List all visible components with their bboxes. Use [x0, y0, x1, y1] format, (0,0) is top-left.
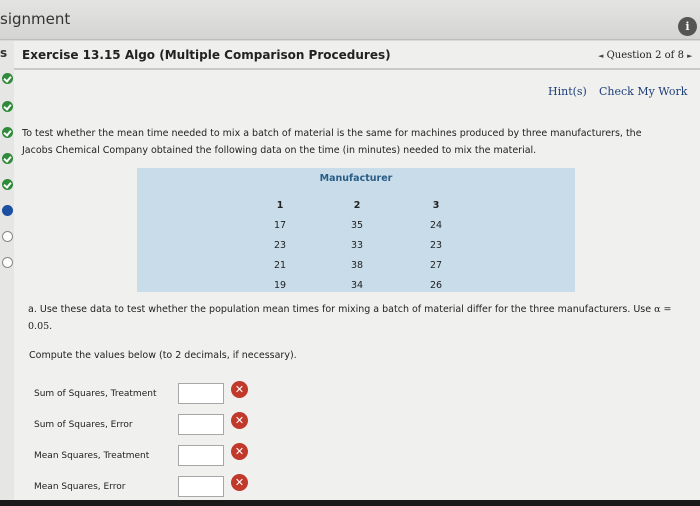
ss-treatment-input[interactable] — [178, 383, 224, 404]
ms-error-input[interactable] — [178, 476, 224, 497]
ms-treatment-input[interactable] — [178, 445, 224, 466]
table-cell: 35 — [350, 220, 364, 231]
check-my-work-link[interactable]: Check My Work — [599, 85, 688, 98]
table-column — [265, 199, 295, 299]
answer-label: Sum of Squares, Error — [34, 420, 133, 430]
alpha-value: α = 0.05 — [28, 304, 672, 332]
part-a-text: a. Use these data to test whether the population mean times for mixing a batch of material differ for the three manufacturers. Use — [28, 304, 655, 315]
table-cell: 38 — [350, 260, 364, 271]
question-status-done-icon[interactable] — [2, 127, 13, 138]
hints-link[interactable]: Hint(s) — [548, 85, 587, 98]
column-header: 3 — [432, 200, 440, 211]
next-question-icon[interactable]: ► — [687, 52, 693, 60]
compute-instructions: Compute the values below (to 2 decimals, if necessary). — [29, 350, 297, 361]
table-cell: 33 — [350, 240, 364, 251]
exercise-header — [14, 41, 700, 70]
question-status-done-icon[interactable] — [2, 73, 13, 84]
answer-row-ss-treatment — [34, 383, 294, 407]
question-status-current-icon[interactable] — [2, 205, 13, 216]
table-cell: 26 — [429, 280, 443, 291]
window-title: signment — [0, 10, 71, 28]
column-header: 2 — [353, 200, 361, 211]
ss-error-input[interactable] — [178, 414, 224, 435]
prev-question-icon[interactable]: ◄ — [598, 52, 604, 60]
main-content — [14, 41, 700, 506]
part-a-period: . — [49, 321, 53, 332]
question-status-done-icon[interactable] — [2, 179, 13, 190]
top-bar — [0, 0, 700, 40]
table-cell: 17 — [273, 220, 287, 231]
column-header: 1 — [276, 200, 284, 211]
table-column — [421, 199, 451, 299]
part-a-instructions — [28, 301, 678, 335]
answer-row-ms-treatment — [34, 445, 294, 469]
question-status-done-icon[interactable] — [2, 153, 13, 164]
table-cell: 27 — [429, 260, 443, 271]
table-cell: 19 — [273, 280, 287, 291]
answer-label: Mean Squares, Error — [34, 482, 126, 492]
question-status-empty-icon[interactable] — [2, 231, 13, 242]
bottom-edge — [0, 500, 700, 506]
incorrect-icon: ✕ — [231, 474, 248, 491]
question-navigator — [598, 50, 693, 61]
incorrect-icon: ✕ — [231, 412, 248, 429]
question-position: Question 2 of 8 — [606, 50, 684, 61]
question-status-empty-icon[interactable] — [2, 257, 13, 268]
table-cell: 23 — [429, 240, 443, 251]
exercise-title: Exercise 13.15 Algo (Multiple Comparison Procedures) — [22, 48, 391, 62]
answer-label: Sum of Squares, Treatment — [34, 389, 157, 399]
answer-label: Mean Squares, Treatment — [34, 451, 150, 461]
answer-row-ss-error — [34, 414, 294, 438]
question-status-done-icon[interactable] — [2, 101, 13, 112]
info-icon[interactable]: i — [678, 17, 697, 36]
incorrect-icon: ✕ — [231, 381, 248, 398]
table-caption: Manufacturer — [319, 173, 393, 184]
table-cell: 23 — [273, 240, 287, 251]
sidebar-label: s — [0, 46, 8, 60]
data-table — [137, 168, 575, 292]
incorrect-icon: ✕ — [231, 443, 248, 460]
table-cell: 34 — [350, 280, 364, 291]
table-cell: 21 — [273, 260, 287, 271]
answer-row-ms-error — [34, 476, 294, 500]
problem-statement: To test whether the mean time needed to mix a batch of material is the same for machines produced by three manufacturers, the Jacobs Chemical Company obtained the following data on the time (in minutes) needed to mix the material. — [22, 128, 642, 156]
table-cell: 24 — [429, 220, 443, 231]
table-column — [342, 199, 372, 299]
